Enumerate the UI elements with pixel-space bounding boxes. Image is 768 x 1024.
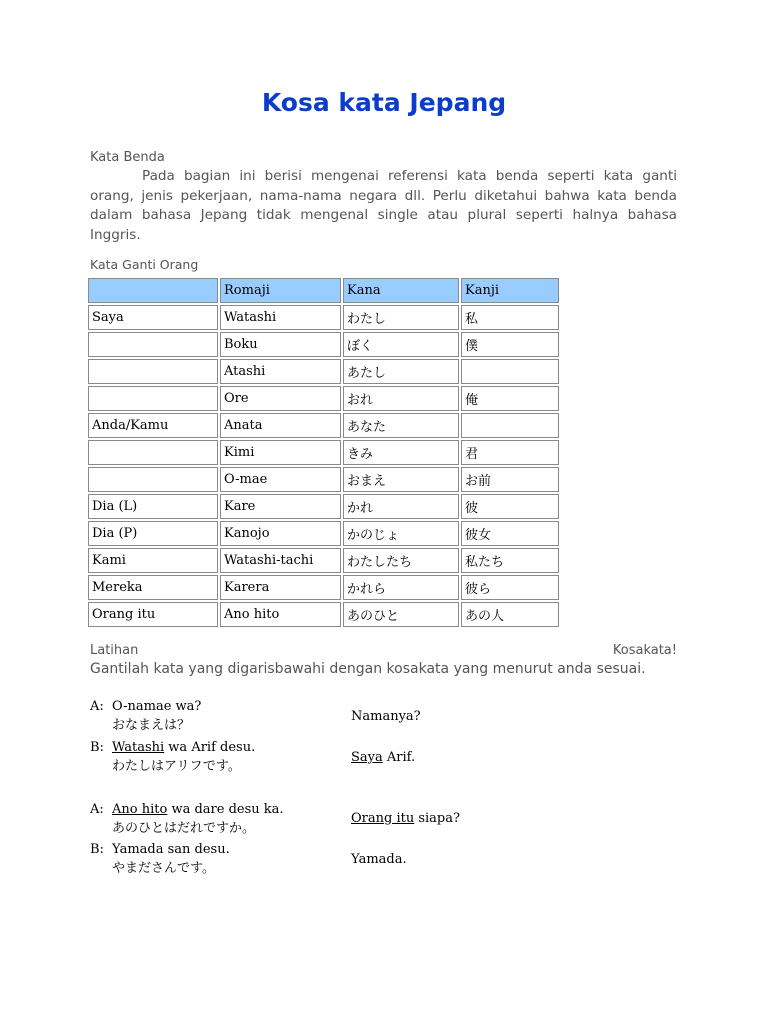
- table-cell: お前: [461, 467, 559, 492]
- table-row: [88, 332, 559, 357]
- translation-text: siapa?: [414, 811, 460, 826]
- romaji-text: Yamada san desu.: [112, 842, 230, 857]
- table-cell: Mereka: [88, 575, 218, 600]
- table-cell: Orang itu: [88, 602, 218, 627]
- pronoun-table: [86, 276, 561, 629]
- dialogue-line: [90, 802, 284, 836]
- japanese-text: わたしはアリフです。: [112, 759, 241, 774]
- table-cell: [88, 332, 218, 357]
- dialogue-line: [90, 842, 230, 876]
- table-cell: Watashi: [220, 305, 341, 330]
- section-heading: Kata Benda: [90, 150, 165, 165]
- table-cell: わたしたち: [343, 548, 459, 573]
- underlined-translation: Orang itu: [351, 811, 415, 826]
- underlined-word: Ano hito: [112, 802, 168, 817]
- latihan-row: [90, 643, 677, 658]
- dialogue-line: [90, 740, 255, 774]
- dialogue-line: [90, 699, 201, 733]
- table-cell: あたし: [343, 359, 459, 384]
- header-cell: [88, 278, 218, 303]
- table-row: [88, 548, 559, 573]
- table-row: [88, 386, 559, 411]
- table-cell: Kimi: [220, 440, 341, 465]
- table-cell: [88, 440, 218, 465]
- table-row: [88, 467, 559, 492]
- table-cell: Karera: [220, 575, 341, 600]
- header-cell: Kana: [343, 278, 459, 303]
- table-cell: [88, 359, 218, 384]
- table-caption: Kata Ganti Orang: [90, 257, 199, 272]
- table-cell: かれら: [343, 575, 459, 600]
- translation: [351, 811, 460, 826]
- table-cell: Kami: [88, 548, 218, 573]
- underlined-translation: Saya: [351, 750, 383, 765]
- table-cell: 私たち: [461, 548, 559, 573]
- table-row: [88, 413, 559, 438]
- table-cell: かのじょ: [343, 521, 459, 546]
- table-cell: 彼ら: [461, 575, 559, 600]
- table-cell: 彼女: [461, 521, 559, 546]
- table-cell: Kare: [220, 494, 341, 519]
- table-cell: Dia (P): [88, 521, 218, 546]
- table-cell: 俺: [461, 386, 559, 411]
- table-cell: Anata: [220, 413, 341, 438]
- header-cell: Kanji: [461, 278, 559, 303]
- table-cell: Saya: [88, 305, 218, 330]
- table-row: [88, 440, 559, 465]
- table-cell: あのひと: [343, 602, 459, 627]
- table-row: [88, 521, 559, 546]
- japanese-text: あのひとはだれですか。: [112, 821, 256, 836]
- table-cell: ぼく: [343, 332, 459, 357]
- table-row: [88, 359, 559, 384]
- translation: [351, 852, 407, 867]
- translation-text: Namanya?: [351, 709, 421, 724]
- japanese-text: おなまえは？: [112, 718, 191, 733]
- table-cell: [461, 413, 559, 438]
- table-cell: O-mae: [220, 467, 341, 492]
- translation: [351, 750, 415, 765]
- japanese-text: やまださんです。: [112, 861, 215, 876]
- table-cell: Atashi: [220, 359, 341, 384]
- table-cell: あなた: [343, 413, 459, 438]
- table-cell: Ore: [220, 386, 341, 411]
- table-cell: Boku: [220, 332, 341, 357]
- table-cell: [88, 386, 218, 411]
- table-cell: Kanojo: [220, 521, 341, 546]
- intro-paragraph: Pada bagian ini berisi mengenai referensi kata benda seperti kata ganti orang, jenis pekerjaan, nama-nama negara dll. Perlu diketahui bahwa kata benda dalam bahasa Jepang tidak mengenal single atau plural seperti halnya bahasa Inggris.: [90, 168, 677, 244]
- table-cell: Watashi-tachi: [220, 548, 341, 573]
- romaji-text: wa dare desu ka.: [167, 802, 284, 817]
- speaker-label: B:: [90, 740, 104, 755]
- romaji-text: wa Arif desu.: [164, 740, 256, 755]
- table-cell: おまえ: [343, 467, 459, 492]
- latihan-label: Latihan: [90, 643, 139, 658]
- table-cell: Dia (L): [88, 494, 218, 519]
- speaker-label: A:: [90, 699, 104, 714]
- table-cell: 私: [461, 305, 559, 330]
- table-cell: Anda/Kamu: [88, 413, 218, 438]
- underlined-word: Watashi: [112, 740, 165, 755]
- table-cell: Ano hito: [220, 602, 341, 627]
- table-cell: かれ: [343, 494, 459, 519]
- table-header-row: [88, 278, 559, 303]
- romaji-text: O-namae wa?: [112, 699, 202, 714]
- kosakata-label: Kosakata!: [612, 643, 677, 658]
- table-row: [88, 602, 559, 627]
- translation-text: Yamada.: [351, 852, 407, 867]
- header-cell: Romaji: [220, 278, 341, 303]
- speaker-label: A:: [90, 802, 104, 817]
- table-cell: 彼: [461, 494, 559, 519]
- page-title: Kosa kata Jepang: [261, 88, 507, 117]
- table-cell: 君: [461, 440, 559, 465]
- table-cell: わたし: [343, 305, 459, 330]
- table-cell: 僕: [461, 332, 559, 357]
- speaker-label: B:: [90, 842, 104, 857]
- table-cell: おれ: [343, 386, 459, 411]
- exercise-instruction: Gantilah kata yang digarisbawahi dengan kosakata yang menurut anda sesuai.: [90, 661, 646, 677]
- table-row: [88, 494, 559, 519]
- table-cell: きみ: [343, 440, 459, 465]
- table-row: [88, 305, 559, 330]
- translation-text: Arif.: [382, 750, 416, 765]
- translation: [351, 709, 421, 724]
- table-cell: [461, 359, 559, 384]
- table-cell: あの人: [461, 602, 559, 627]
- table-cell: [88, 467, 218, 492]
- table-row: [88, 575, 559, 600]
